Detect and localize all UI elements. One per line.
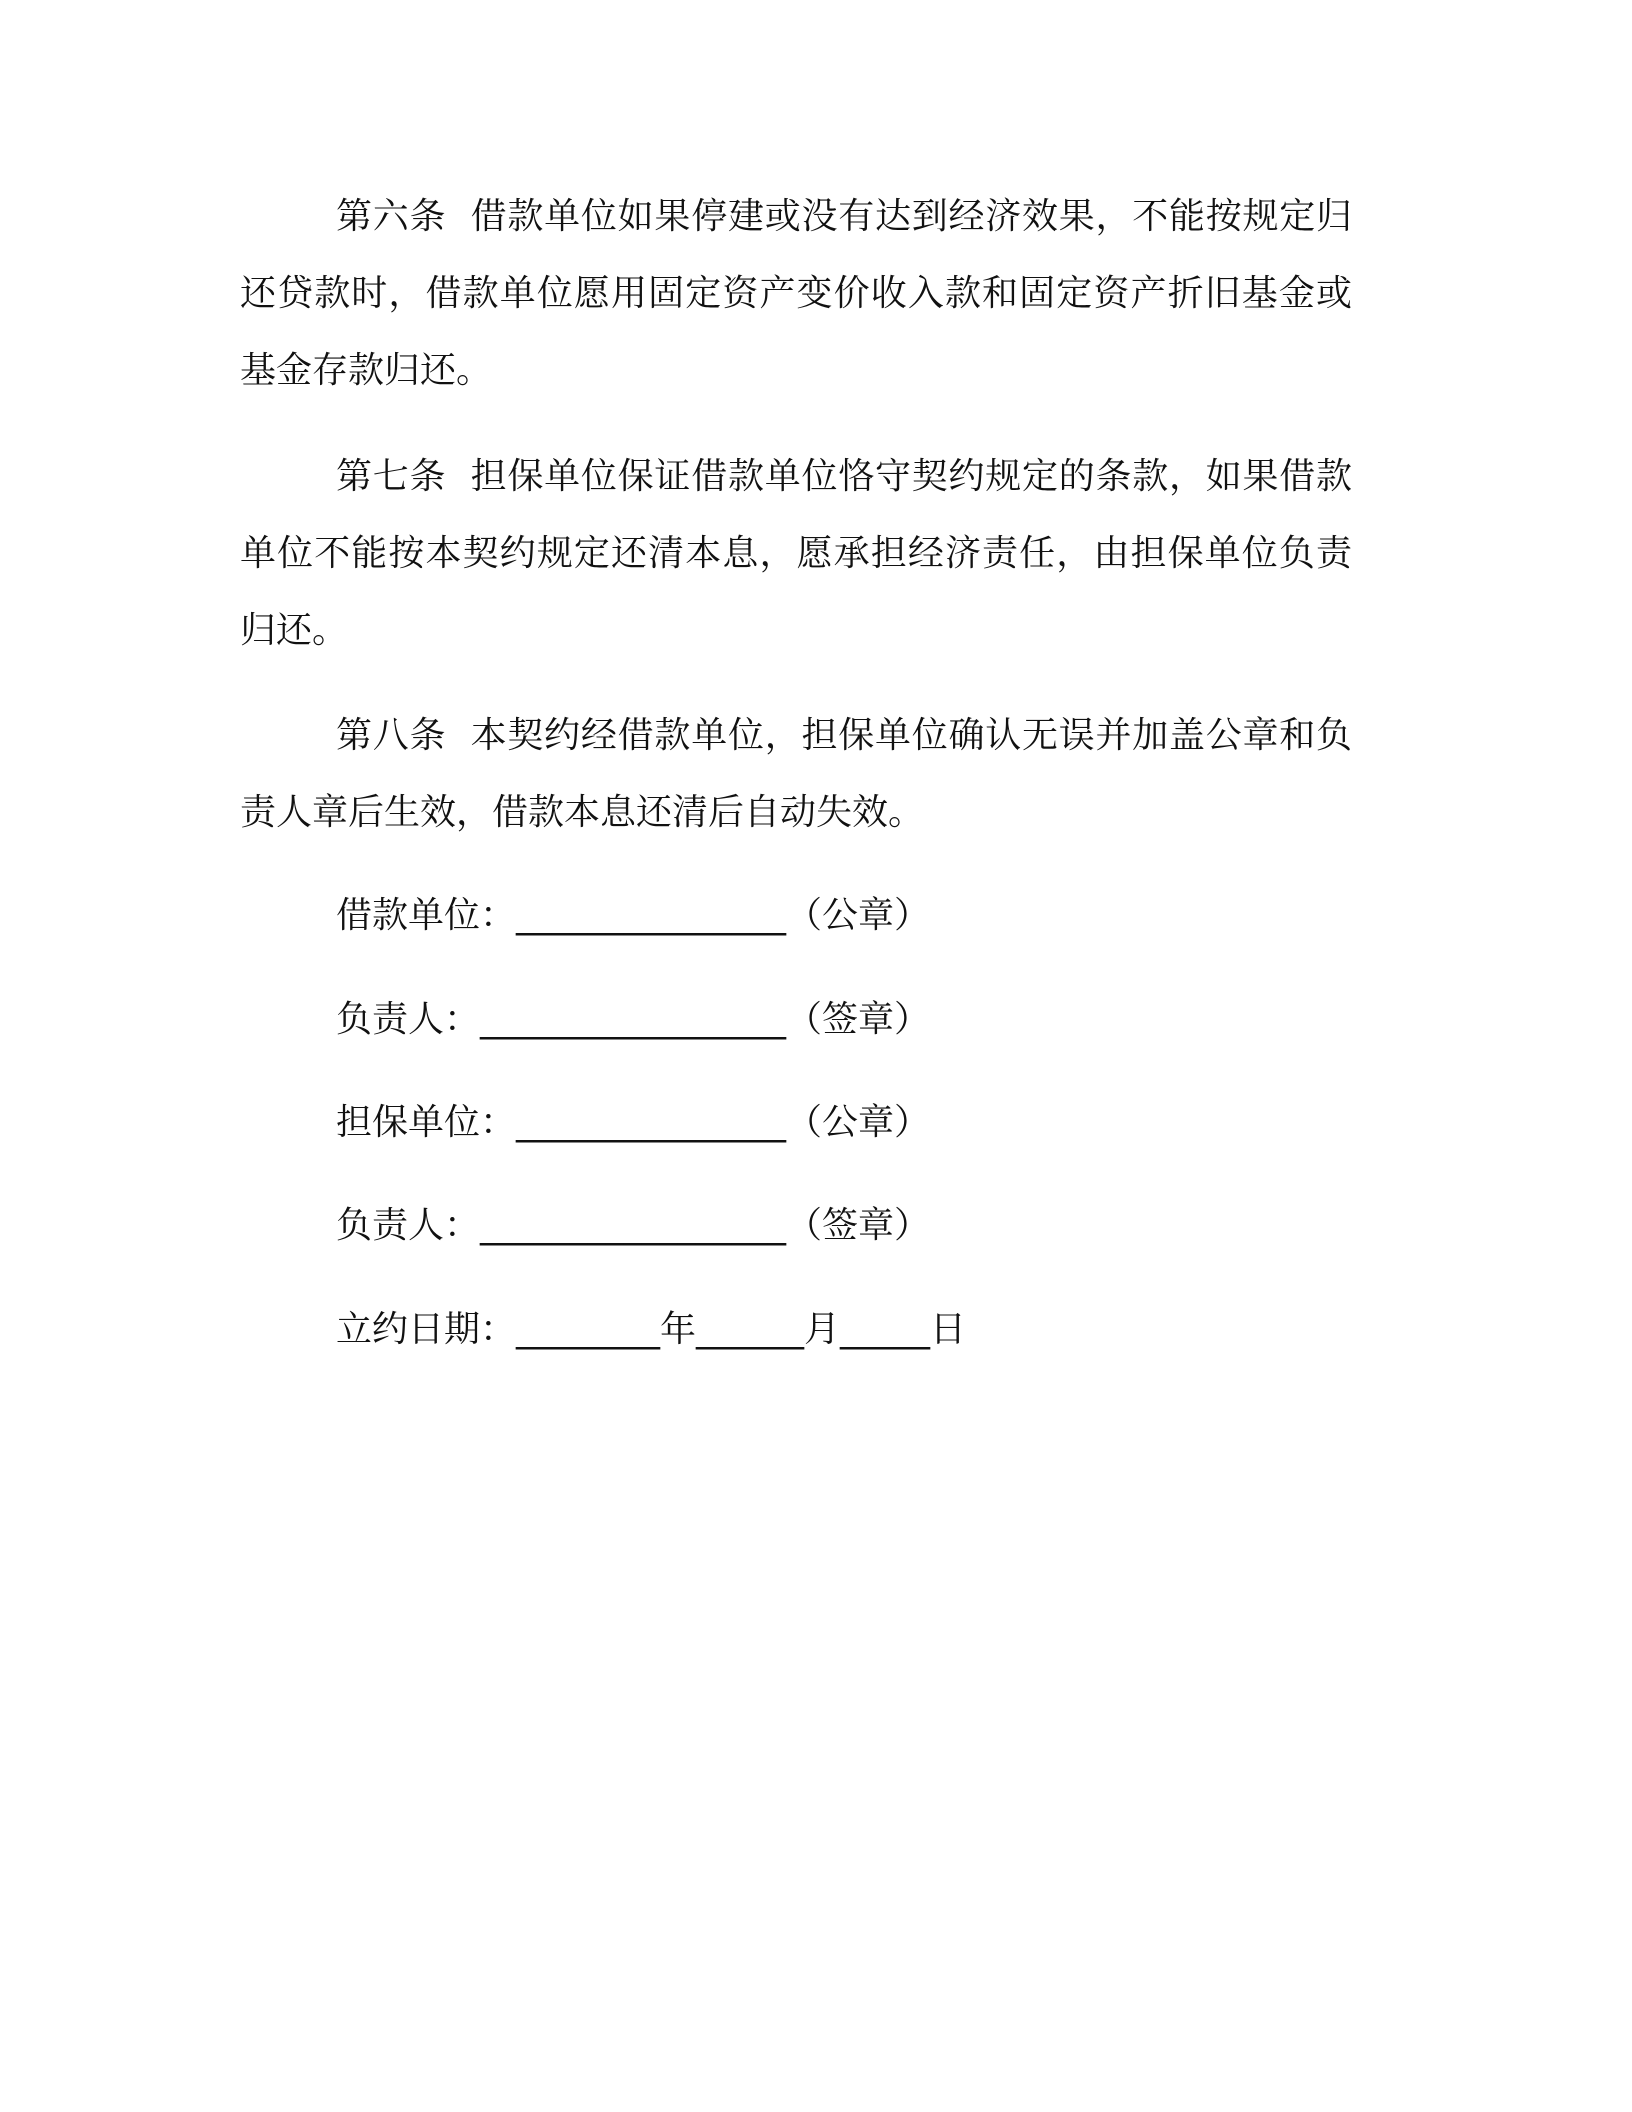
contract-date-line — [336, 1305, 966, 1355]
signature-blank[interactable]: _______________ — [516, 1102, 787, 1143]
day-unit: 日 — [930, 1309, 967, 1350]
guarantor-principal-signature-line — [336, 1201, 930, 1251]
clause-heading: 第八条 — [336, 715, 447, 756]
signature-blank[interactable]: _______________ — [516, 895, 787, 936]
year-unit: 年 — [660, 1309, 697, 1350]
clause-6 — [240, 178, 1352, 409]
signature-blank[interactable]: _________________ — [480, 1205, 787, 1246]
borrower-signature-line — [336, 891, 930, 941]
day-blank[interactable]: _____ — [840, 1309, 931, 1350]
month-unit: 月 — [804, 1309, 841, 1350]
clause-text: 担保单位保证借款单位恪守契约规定的条款，如果借款单位不能按本契约规定还清本息，愿承担经济责任，由担保单位负责归还。 — [240, 456, 1352, 651]
guarantor-signature-line — [336, 1098, 930, 1148]
signature-label: 负责人： — [336, 1205, 481, 1246]
clause-heading: 第六条 — [336, 196, 447, 237]
seal-note: （公章） — [786, 895, 931, 936]
signature-label: 担保单位： — [336, 1102, 517, 1143]
clause-text: 借款单位如果停建或没有达到经济效果，不能按规定归还贷款时，借款单位愿用固定资产变价收入款和固定资产折旧基金或基金存款归还。 — [240, 196, 1352, 391]
signature-label: 借款单位： — [336, 895, 517, 936]
clause-8 — [240, 697, 1352, 851]
signature-label: 负责人： — [336, 999, 481, 1040]
date-label: 立约日期： — [336, 1309, 517, 1350]
clause-heading: 第七条 — [336, 456, 447, 497]
month-blank[interactable]: ______ — [696, 1309, 805, 1350]
seal-note: （公章） — [786, 1102, 931, 1143]
clause-7 — [240, 438, 1352, 669]
seal-note: （签章） — [786, 1205, 931, 1246]
year-blank[interactable]: ________ — [516, 1309, 661, 1350]
clause-text: 本契约经借款单位，担保单位确认无误并加盖公章和负责人章后生效，借款本息还清后自动失效。 — [240, 715, 1352, 833]
seal-note: （签章） — [786, 999, 931, 1040]
signature-blank[interactable]: _________________ — [480, 999, 787, 1040]
borrower-principal-signature-line — [336, 995, 930, 1045]
